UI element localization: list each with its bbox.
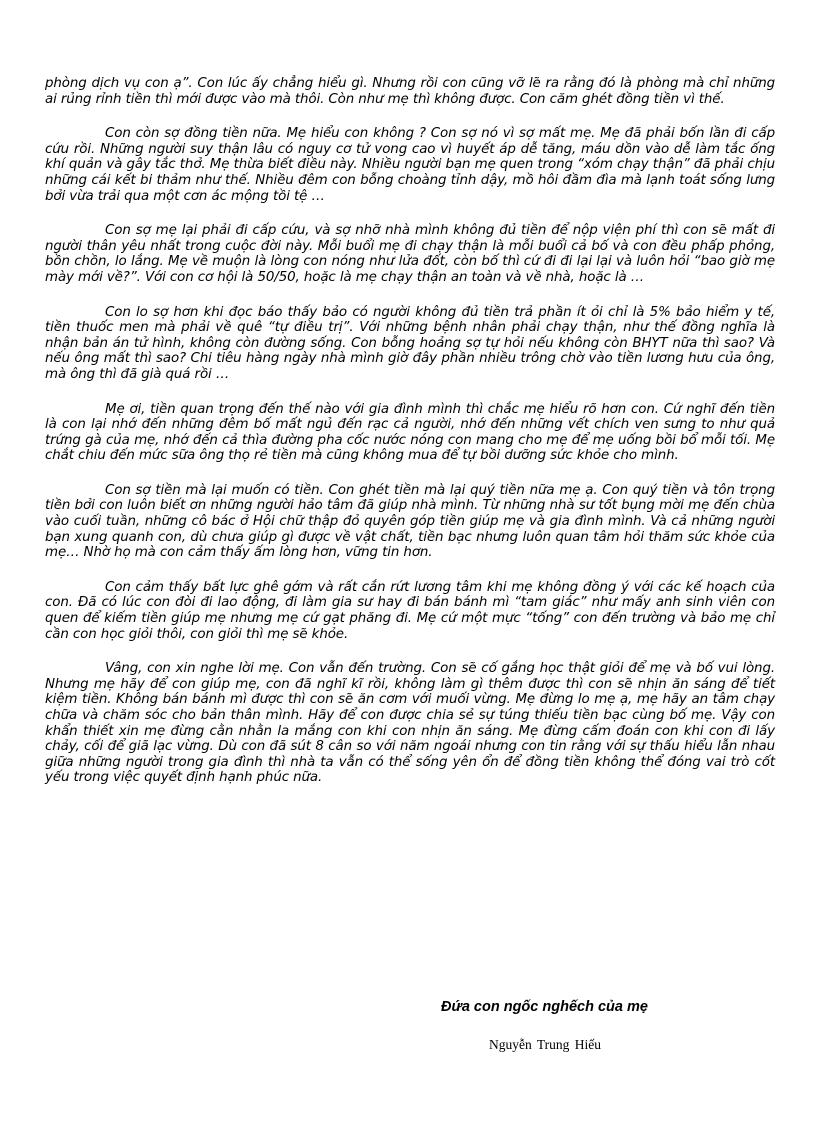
paragraph: Mẹ ơi, tiền quan trọng đến thế nào với gia đình mình thì chắc mẹ hiểu rõ hơn con. Cứ nghĩ đến tiền là con lại nhớ đến những đêm bố mất ngủ đến rạc cả người, nhớ đến những vết chích ven sưng to như quả trứng gà của mẹ, nhớ đến cả thìa đường pha cốc nước nóng con mang cho mẹ để mẹ uống bồi bổ mỗi tối. Mẹ chắt chiu đến mức sữa ông thọ rẻ tiền mà cũng không mua để tự bồi dưỡng sức khỏe cho mình. — [45, 401, 775, 464]
author-name: Nguyễn Trung Hiếu — [489, 1037, 602, 1052]
paragraph: Con lo sợ hơn khi đọc báo thấy bảo có người không đủ tiền trả phần ít ỏi chỉ là 5% bảo hiểm y tế, tiền thuốc men mà phải về quê “tự điều trị”. Với những bệnh nhân phải chạy thận, như thế đồng nghĩa là nhận bản án tử hình, không còn đường sống. Con bỗng hoảng sợ tự hỏi nếu không còn BHYT nữa thì sao? Và nếu ông mất thì sao? Chi tiêu hàng ngày nhà mình giờ đây phần nhiều trông chờ vào tiền lương hưu của ông, mà ông thì đã già quá rồi … — [45, 304, 775, 382]
letter-body — [45, 76, 775, 805]
paragraph: Vâng, con xin nghe lời mẹ. Con vẫn đến trường. Con sẽ cố gắng học thật giỏi để mẹ và bố vui lòng. Nhưng mẹ hãy để con giúp mẹ, con đã nghĩ kĩ rồi, không làm gì thêm được thì con sẽ nhịn ăn sáng để tiết kiệm tiền. Không bán bánh mì được thì con sẽ ăn cơm với muối vừng. Mẹ đừng lo mẹ ạ, mẹ hãy an tâm chạy chữa và chăm sóc cho bản thân mình. Hãy để con được chia sẻ sự túng thiếu tiền bạc cùng bố mẹ. Vậy con khẩn thiết xin mẹ đừng cằn nhằn la mắng con khi con nhịn ăn sáng. Mẹ đừng cấm đoán con khi con đi lấy chảy, cối để giã lạc vừng. Dù con đã sút 8 cân so với năm ngoái nhưng con tin rằng với sự thấu hiểu lẫn nhau giữa những người trong gia đình thì nhà ta vẫn có thể sống yên ổn để đồng tiền không thể đóng vai trò cốt yếu trong việc quyết định hạnh phúc nữa. — [45, 661, 775, 786]
letter-signoff: Đứa con ngốc nghếch của mẹ — [441, 999, 648, 1015]
paragraph: Con còn sợ đồng tiền nữa. Mẹ hiểu con không ? Con sợ nó vì sợ mất mẹ. Mẹ đã phải bốn lần đi cấp cứu rồi. Những người suy thận lâu có nguy cơ tử vong cao vì huyết áp dễ tăng, máu dồn vào dễ làm tắc ống khí quản và gây tắc thở. Mẹ thừa biết điều này. Nhiều người bạn mẹ quen trong “xóm chạy thận” đã phải chịu những cái kết bi thảm như thế. Nhiều đêm con bỗng choàng tỉnh dậy, mồ hôi đầm đìa mà lạnh toát sống lưng bởi vừa trải qua một cơn ác mộng tồi tệ … — [45, 126, 775, 204]
paragraph: Con cảm thấy bất lực ghê gớm và rất cắn rứt lương tâm khi mẹ không đồng ý với các kế hoạch của con. Đã có lúc con đòi đi lao động, đi làm gia sư hay đi bán bánh mì “tam giác” như mấy anh sinh viên con quen để kiếm tiền giúp mẹ nhưng mẹ cứ gạt phăng đi. Mẹ cứ một mực “tống” con đến trường và bảo mẹ chỉ cần con học giỏi thôi, con giỏi thì mẹ sẽ khỏe. — [45, 579, 775, 642]
paragraph: Con sợ mẹ lại phải đi cấp cứu, và sợ nhỡ nhà mình không đủ tiền để nộp viện phí thì con sẽ mất đi người thân yêu nhất trong cuộc đời này. Mỗi buổi mẹ đi chạy thận là mỗi buổi cả bố và con đều phấp phỏng, bồn chồn, lo lắng. Mẹ về muộn là lòng con nóng như lửa đốt, còn bố thì cứ đi đi lại lại và luôn hỏi “bao giờ mẹ mày mới về?”. Với con cơ hội là 50/50, hoặc là mẹ chạy thận an toàn và về nhà, hoặc là … — [45, 223, 775, 285]
paragraph: Con sợ tiền mà lại muốn có tiền. Con ghét tiền mà lại quý tiền nữa mẹ ạ. Con quý tiền và tôn trọng tiền bởi con luôn biết ơn những người hảo tâm đã giúp nhà mình. Từ những nhà sư tốt bụng mời mẹ đến chùa vào cuối tuần, những cô bác ở Hội chữ thập đỏ quyên góp tiền giúp mẹ và gia đình mình. Và cả những người bạn xung quanh con, dù chưa giúp gì được về vật chất, tiền bạc nhưng luôn quan tâm hỏi thăm sức khỏe của mẹ… Nhờ họ mà con cảm thấy ấm lòng hơn, vững tin hơn. — [45, 482, 775, 561]
paragraph-continuation: phòng dịch vụ con ạ”. Con lúc ấy chẳng hiểu gì. Nhưng rồi con cũng vỡ lẽ ra rằng đó là phòng mà chỉ những ai rủng rỉnh tiền thì mới được vào mà thôi. Còn như mẹ thì không được. Con căm ghét đồng tiền vì thế. — [45, 76, 775, 107]
